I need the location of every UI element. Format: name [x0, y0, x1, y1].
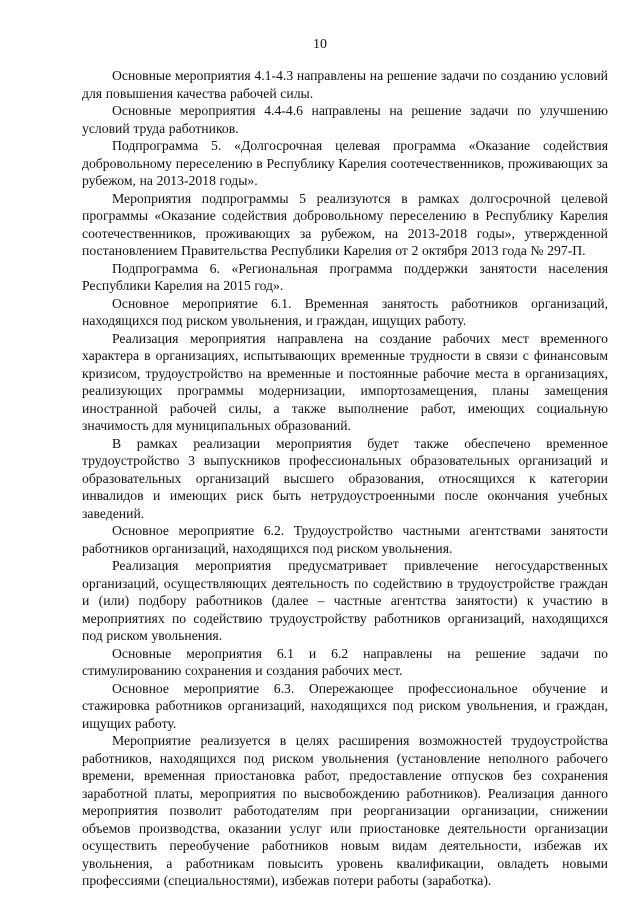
paragraph-measures-6-1-6-2: Основные мероприятия 6.1 и 6.2 направлены на решение задачи по стимулированию сохранения и создания рабочих мест.	[82, 645, 608, 678]
paragraph-measure-6-2: Основное мероприятие 6.2. Трудоустройство частными агентствами занятости работников организаций, находящихся под риском увольнения.	[82, 523, 608, 556]
page-number: 10	[313, 37, 327, 52]
paragraph-measure-6-1-graduates: В рамках реализации мероприятия будет также обеспечено временное трудоустройство 3 выпускников профессиональных образовательных организаций и образовательных организаций высшего образования, относящихся к категории инвалидов и имеющих риск быть нетрудоустроенными после окончания учебных заведений.	[82, 435, 608, 521]
document-body	[82, 67, 608, 890]
paragraph-measure-6-2-implementation: Реализация мероприятия предусматривает привлечение негосударственных организаций, осуществляющих деятельность по содействию в трудоустройстве граждан и (или) подбору работников (далее – частные агентства занятости) к участию в мероприятиях по содействию трудоустройству работников организаций, находящихся под риском увольнения.	[82, 558, 608, 643]
paragraph-measure-6-3: Основное мероприятие 6.3. Опережающее профессиональное обучение и стажировка работников организаций, находящихся под риском увольнения, и граждан, ищущих работу.	[82, 680, 608, 731]
paragraph-subprogram-5-measures: Мероприятия подпрограммы 5 реализуются в рамках долгосрочной целевой программы «Оказание содействия добровольному переселению в Республику Карелия соотечественников, проживающих за рубежом, на 2013-2018 годы», утвержденной постановлением Правительства Республики Карелия от 2 октября 2013 года № 297-П.	[82, 190, 608, 258]
paragraph-subprogram-6-title: Подпрограмма 6. «Региональная программа поддержки занятости населения Республики Карелия на 2015 год».	[82, 260, 608, 293]
paragraph-measure-6-1-implementation: Реализация мероприятия направлена на создание рабочих мест временного характера в организациях, испытывающих временные трудности в связи с финансовым кризисом, трудоустройство на временные и постоянные рабочие места в организациях, реализующих программы модернизации, импортозамещения, планы замещения иностранной рабочей силы, а также выполнение работ, имеющих социальную значимость для муниципальных образований.	[82, 330, 608, 433]
paragraph-measure-6-1: Основное мероприятие 6.1. Временная занятость работников организаций, находящихся под риском увольнения, и граждан, ищущих работу.	[82, 295, 608, 328]
paragraph-measures-4-4-4-6: Основные мероприятия 4.4-4.6 направлены на решение задачи по улучшению условий труда работников.	[82, 103, 608, 136]
paragraph-measure-6-3-implementation: Мероприятие реализуется в целях расширения возможностей трудоустройства работников, находящихся под риском увольнения (установление неполного рабочего времени, временная приостановка работ, предоставление отпусков без сохранения заработной платы, мероприятия по высвобождению работников). Реализация данного мероприятия позволит работодателям при реорганизации организации, снижении объемов производства, оказании услуг или приостановке деятельности организации осуществить переобучение работников новым видам деятельности, избежав их увольнения, а работникам повысить уровень квалификации, овладеть новыми профессиями (специальностями), избежав потери работы (заработка).	[82, 733, 608, 888]
paragraph-measures-4-1-4-3: Основные мероприятия 4.1-4.3 направлены на решение задачи по созданию условий для повышения качества рабочей силы.	[82, 68, 608, 101]
paragraph-subprogram-5-title: Подпрограмма 5. «Долгосрочная целевая программа «Оказание содействия добровольному переселению в Республику Карелия соотечественников, проживающих за рубежом, на 2013-2018 годы».	[82, 138, 608, 188]
